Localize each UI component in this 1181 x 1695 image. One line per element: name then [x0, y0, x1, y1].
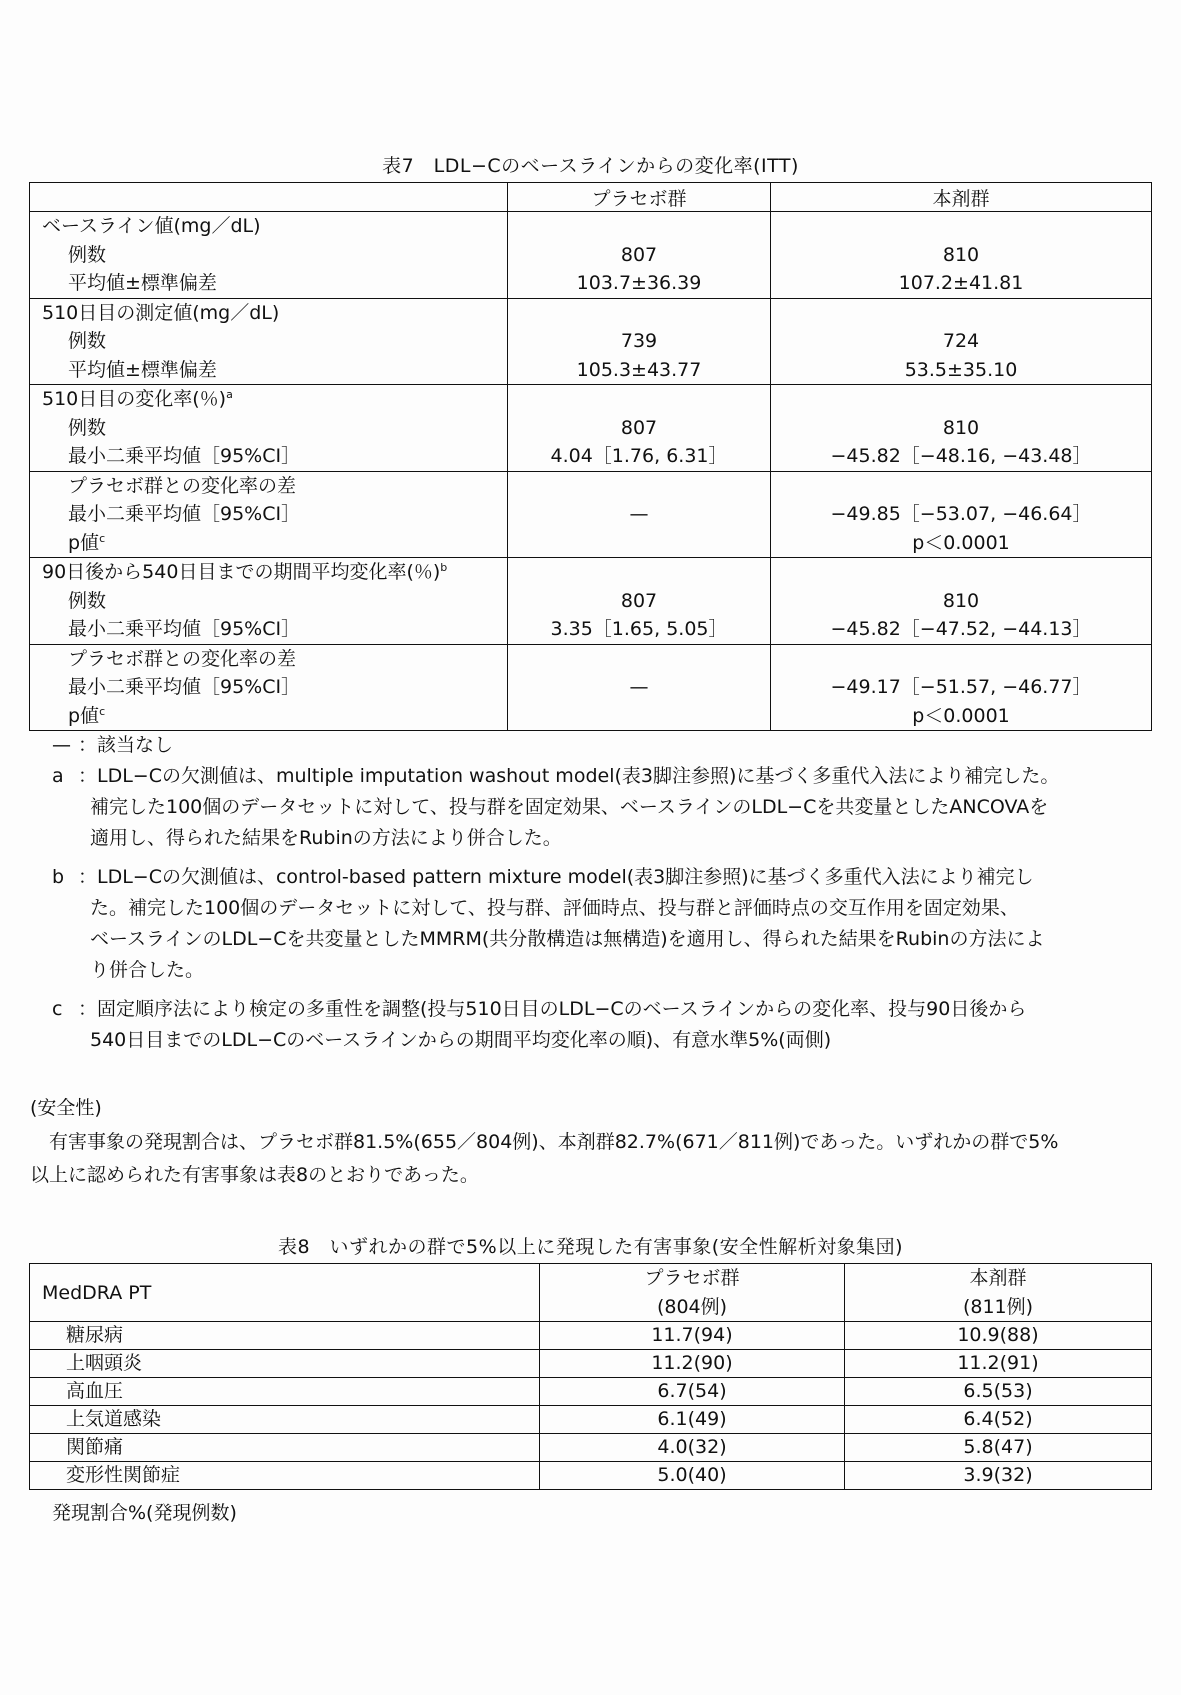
footnote-ref-b: b — [440, 561, 448, 574]
row-label: 最小二乗平均値［95%CI］ — [68, 445, 301, 467]
placebo-value: 105.3±43.77 — [576, 358, 702, 381]
table7-section-period-avg — [30, 558, 1152, 645]
drug-pvalue: p＜0.0001 — [912, 531, 1010, 554]
table7-section-baseline — [30, 212, 1152, 299]
placebo-value: 807 — [620, 416, 658, 439]
placebo-value: 739 — [620, 330, 658, 352]
table8-header-pt: MedDRA PT — [30, 1264, 540, 1322]
drug-value: 53.5±35.10 — [904, 358, 1018, 381]
row-label: 最小二乗平均値［95%CI］ — [68, 618, 301, 640]
table8-caption: 表8 いずれかの群で5%以上に発現した有害事象(安全性解析対象集団) — [277, 1236, 904, 1258]
table8-header-drug: 本剤群 (811例) — [845, 1264, 1152, 1322]
drug-value: −49.17［−51.57, −46.77］ — [830, 676, 1092, 698]
table-row — [30, 1322, 1152, 1350]
drug-value: −45.82［−47.52, −44.13］ — [830, 618, 1092, 640]
section-header: 510日目の変化率(％)$^a$ — [42, 388, 233, 410]
placebo-value: 4.0(32) — [540, 1434, 845, 1462]
ae-term: 関節痛 — [30, 1434, 540, 1462]
drug-value: 6.4(52) — [845, 1406, 1152, 1434]
drug-value: 11.2(91) — [845, 1350, 1152, 1378]
row-label: 例数 — [68, 330, 107, 352]
drug-value: 5.8(47) — [845, 1434, 1152, 1462]
row-label: 最小二乗平均値［95%CI］ — [68, 676, 301, 698]
table7-section-diff-period — [30, 644, 1152, 731]
placebo-value: 11.2(90) — [540, 1350, 845, 1378]
footnote-c: c ：固定順序法により検定の多重性を調整(投与510日目のLDL−Cのベースラインからの変化率、投与90日後から 540日目までのLDL−Cのベースラインからの期間平均変化率の順)、有意水準5%(両側) — [52, 998, 1027, 1051]
section-header: 90日後から540日目までの期間平均変化率(％)$^b$ — [42, 561, 448, 583]
row-label: 平均値±標準偏差 — [68, 272, 217, 294]
table7-header-placebo: プラセボ群 — [508, 183, 771, 212]
table7-section-day510-change — [30, 385, 1152, 472]
row-label: 例数 — [68, 416, 107, 439]
table-row — [30, 1462, 1152, 1490]
placebo-value: — — [629, 503, 649, 525]
row-label: p値$^c$ — [68, 531, 106, 554]
ae-term: 変形性関節症 — [30, 1462, 540, 1490]
row-label: 最小二乗平均値［95%CI］ — [68, 503, 301, 525]
footnote-dash: — ：該当なし — [52, 734, 174, 756]
table8-footnote: 発現割合%(発現例数) — [52, 1502, 237, 1524]
placebo-value: 11.7(94) — [540, 1322, 845, 1350]
table7-section-diff-day510 — [30, 471, 1152, 558]
ae-term: 上咽頭炎 — [30, 1350, 540, 1378]
table-row — [30, 1378, 1152, 1406]
safety-paragraph-line1: 有害事象の発現割合は、プラセボ群81.5%(655／804例)、本剤群82.7%(671／811例)であった。いずれかの群で5% — [30, 1131, 1059, 1153]
drug-value: −45.82［−48.16, −43.48］ — [830, 445, 1092, 467]
footnote-b: b ：LDL−Cの欠測値は、control‐based pattern mixture model(表3脚注参照)に基づく多重代入法により補完し た。補完した100個のデータセットに対して、投与群、評価時点、投与群と評価時点の交互作用を固定効果、 ベースラインのLDL−Cを共変量としたMMRM(共分散構造は無構造)を適用し、得られた結果をRubinの方法によ り併合した。 — [52, 866, 1045, 981]
table8-header-row — [30, 1264, 1152, 1322]
placebo-value: 5.0(40) — [540, 1462, 845, 1490]
placebo-value: 103.7±36.39 — [576, 272, 702, 294]
drug-value: 107.2±41.81 — [898, 272, 1024, 294]
placebo-value: 3.35［1.65, 5.05］ — [550, 618, 728, 640]
safety-paragraph-line2: 以上に認められた有害事象は表8のとおりであった。 — [30, 1164, 479, 1186]
drug-value: 810 — [942, 589, 980, 612]
row-label: 例数 — [68, 589, 107, 612]
row-label: 平均値±標準偏差 — [68, 358, 217, 381]
placebo-value — [508, 529, 770, 558]
table-row — [30, 1350, 1152, 1378]
row-label: 例数 — [68, 243, 107, 266]
placebo-value: 4.04［1.76, 6.31］ — [550, 445, 728, 467]
placebo-value: 807 — [620, 243, 658, 266]
drug-value: 10.9(88) — [845, 1322, 1152, 1350]
table8-header-placebo: プラセボ群 (804例) — [540, 1264, 845, 1322]
section-header: プラセボ群との変化率の差 — [68, 647, 297, 670]
drug-value: 3.9(32) — [845, 1462, 1152, 1490]
placebo-value: 6.7(54) — [540, 1378, 845, 1406]
placebo-value: 6.1(49) — [540, 1406, 845, 1434]
section-header: 510日目の測定値(mg／dL) — [42, 301, 280, 324]
drug-value: 724 — [942, 330, 980, 352]
footnote-ref-c: c — [99, 704, 106, 718]
ae-term: 高血圧 — [30, 1378, 540, 1406]
section-header: プラセボ群との変化率の差 — [68, 474, 297, 497]
table7-header-blank — [30, 183, 508, 212]
drug-pvalue: p＜0.0001 — [912, 704, 1010, 727]
drug-value: 6.5(53) — [845, 1378, 1152, 1406]
footnote-a: a ：LDL−Cの欠測値は、multiple imputation washout model(表3脚注参照)に基づく多重代入法により補完した。 補完した100個のデータセットに対して、投与群を固定効果、ベースラインのLDL−Cを共変量としたANCOVAを 適用し、得られた結果をRubinの方法により併合した。 — [52, 765, 1060, 849]
table7-header-drug: 本剤群 — [771, 183, 1152, 212]
drug-value: −49.85［−53.07, −46.64］ — [830, 503, 1092, 525]
ae-term: 上気道感染 — [30, 1406, 540, 1434]
drug-value: 810 — [942, 243, 980, 266]
drug-value: 810 — [942, 416, 980, 439]
section-header: ベースライン値(mg／dL) — [42, 215, 261, 237]
table-row — [30, 1406, 1152, 1434]
row-label: p値$^c$ — [68, 704, 106, 727]
footnote-ref-c: c — [99, 531, 106, 545]
table7-caption: 表7 LDL−Cのベースラインからの変化率(ITT) — [382, 155, 799, 177]
table7-section-day510-measured — [30, 298, 1152, 385]
table7-header-row — [30, 183, 1152, 212]
safety-heading: (安全性) — [30, 1097, 102, 1119]
footnote-ref-a: a — [226, 388, 233, 401]
table7 — [29, 182, 1152, 731]
table8 — [29, 1263, 1152, 1490]
placebo-value: 807 — [620, 589, 658, 612]
table-row — [30, 1434, 1152, 1462]
placebo-value — [508, 702, 770, 731]
placebo-value: — — [629, 676, 649, 698]
ae-term: 糖尿病 — [30, 1322, 540, 1350]
